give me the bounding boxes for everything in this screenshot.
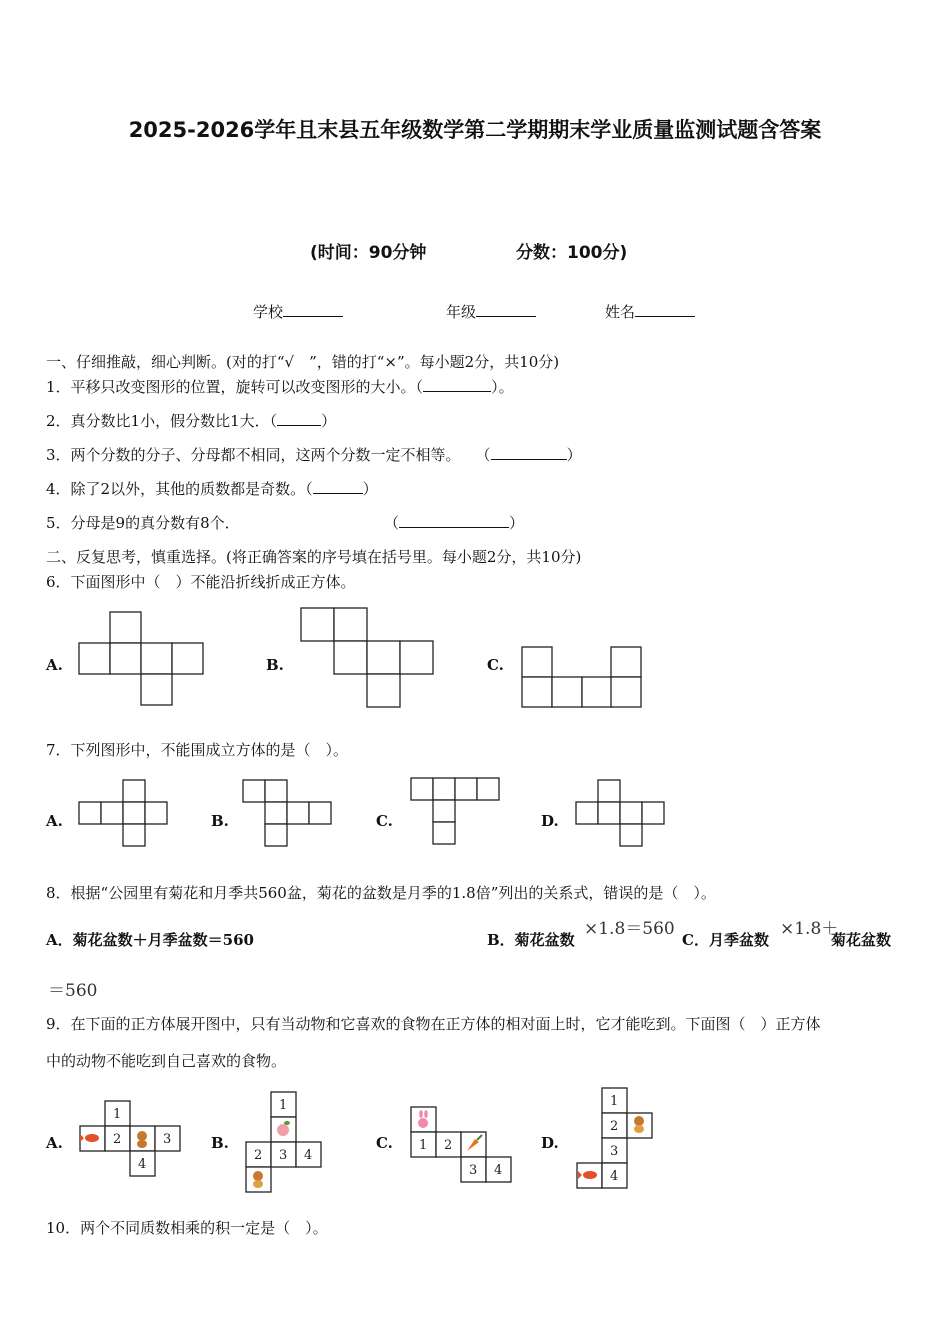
q5-tail: ） (509, 514, 525, 532)
page-title: 2025-2026学年且末县五年级数学第二学期期末学业质量监测试题含答案 (128, 118, 822, 142)
school-label: 学校 (253, 303, 284, 321)
q5-paren: （ (384, 514, 400, 532)
school-blank[interactable] (283, 302, 343, 317)
q8-option-c-cont: ＝560 (48, 981, 98, 1001)
exam-time: (时间：90分钟 (310, 243, 427, 263)
monkey-icon (634, 1116, 644, 1133)
q8-option-c-tail: 菊花盆数 (831, 931, 892, 949)
q4-answer-blank[interactable] (313, 479, 363, 494)
q9-option-c-label: C. (376, 1134, 393, 1152)
name-field (605, 301, 695, 322)
grade-label: 年级 (446, 303, 477, 321)
q9-option-b-label: B. (211, 1134, 229, 1152)
question-2 (46, 410, 336, 431)
q9a-cell-3: 3 (163, 1132, 172, 1147)
q6-option-a-label: A. (46, 656, 63, 674)
question-6: 6．下面图形中（ ）不能沿折线折成正方体。 (46, 573, 356, 591)
grade-field (446, 301, 536, 322)
q6-net-b[interactable] (300, 607, 434, 709)
q9b-cell-4: 4 (304, 1148, 313, 1163)
q9-option-d-label: D. (541, 1134, 559, 1152)
monkey-icon (253, 1171, 263, 1188)
question-9-line2: 中的动物不能吃到自己喜欢的食物。 (46, 1052, 287, 1070)
q9d-cell-3: 3 (610, 1144, 619, 1159)
q5-num: 5． (46, 514, 71, 532)
q6-net-a[interactable] (78, 611, 206, 707)
question-10: 10．两个不同质数相乘的积一定是（ ）。 (46, 1219, 328, 1237)
question-9-line1: 9．在下面的正方体展开图中，只有当动物和它喜欢的食物在正方体的相对面上时，它才能吃到。下面图（ ）正方体 (46, 1015, 821, 1033)
q1-tail: ）。 (491, 378, 514, 396)
q4-text: 除了2以外，其他的质数都是奇数。（ (70, 480, 313, 498)
q8-option-b-math: ×1.8＝560 (584, 919, 675, 939)
q9a-cell-4: 4 (138, 1157, 147, 1172)
question-5 (46, 512, 240, 533)
q7-option-a-label: A. (46, 812, 63, 830)
section1-heading: 一、仔细推敲，细心判断。(对的打“√ ”，错的打“×”。每小题2分，共10分) (46, 353, 560, 371)
q8-option-c[interactable]: C．月季盆数 (682, 931, 769, 949)
q6-option-c-label: C. (487, 656, 504, 674)
q9b-cell-1: 1 (279, 1098, 288, 1113)
q1-answer-blank[interactable] (423, 377, 491, 392)
exam-score: 分数：100分) (516, 243, 628, 263)
school-field (253, 301, 343, 322)
q9c-cell-3: 3 (469, 1163, 478, 1178)
q4-tail: ） (362, 480, 378, 498)
question-3 (46, 444, 582, 465)
q9d-cell-2: 2 (610, 1119, 619, 1134)
q6-net-c[interactable] (521, 646, 643, 708)
q7-option-c-label: C. (376, 812, 393, 830)
q3-text: 两个分数的分子、分母都不相同，这两个分数一定不相等。 （ (70, 446, 491, 464)
q1-text: 平移只改变图形的位置，旋转可以改变图形的大小。（ (70, 378, 424, 396)
q7-net-c[interactable] (410, 777, 502, 847)
question-4 (46, 478, 378, 499)
q5-answer (384, 512, 524, 533)
q2-tail: ） (321, 412, 337, 430)
q7-option-d-label: D. (541, 812, 559, 830)
q8-option-c-math: ×1.8＋ (780, 919, 839, 939)
q7-net-b[interactable] (242, 779, 334, 847)
q9c-cell-1: 1 (419, 1138, 428, 1153)
q2-num: 2． (46, 412, 71, 430)
question-7: 7．下列图形中，不能围成立方体的是（ ）。 (46, 741, 349, 759)
q9a-cell-2: 2 (113, 1132, 122, 1147)
section2-heading: 二、反复思考，慎重选择。(将正确答案的序号填在括号里。每小题2分，共10分) (46, 548, 582, 566)
q9-net-a[interactable] (78, 1099, 182, 1177)
q1-num: 1． (46, 378, 71, 396)
grade-blank[interactable] (476, 302, 536, 317)
q8-option-a[interactable]: A．菊花盆数＋月季盆数＝560 (46, 931, 254, 949)
q7-net-a[interactable] (78, 779, 170, 847)
q9-net-b[interactable] (244, 1090, 324, 1194)
q9c-cell-4: 4 (494, 1163, 503, 1178)
q5-answer-blank[interactable] (399, 513, 509, 528)
question-8: 8．根据“公园里有菊花和月季共560盆，菊花的盆数是月季的1.8倍”列出的关系式，错误的是（ ）。 (46, 884, 716, 902)
q9d-cell-1: 1 (610, 1094, 619, 1109)
q9a-cell-1: 1 (113, 1107, 122, 1122)
q6-option-b-label: B. (266, 656, 284, 674)
q3-num: 3． (46, 446, 71, 464)
q3-tail: ） (566, 446, 582, 464)
q2-answer-blank[interactable] (277, 411, 321, 426)
q9-net-d[interactable] (575, 1086, 655, 1190)
q9d-cell-4: 4 (610, 1169, 619, 1184)
q8-option-b[interactable]: B．菊花盆数 (487, 931, 575, 949)
q2-text: 真分数比1小，假分数比1大．（ (70, 412, 278, 430)
q3-answer-blank[interactable] (491, 445, 567, 460)
q9-net-c[interactable] (409, 1105, 513, 1183)
name-label: 姓名 (605, 303, 636, 321)
q5-text: 分母是9的真分数有8个． (70, 514, 240, 532)
q4-num: 4． (46, 480, 71, 498)
q9-option-a-label: A. (46, 1134, 63, 1152)
q7-option-b-label: B. (211, 812, 229, 830)
name-blank[interactable] (635, 302, 695, 317)
monkey-icon (137, 1131, 147, 1148)
question-1 (46, 376, 514, 397)
q9b-cell-3: 3 (279, 1148, 288, 1163)
q9b-cell-2: 2 (254, 1148, 263, 1163)
q7-net-d[interactable] (575, 779, 667, 847)
q9c-cell-2: 2 (444, 1138, 453, 1153)
